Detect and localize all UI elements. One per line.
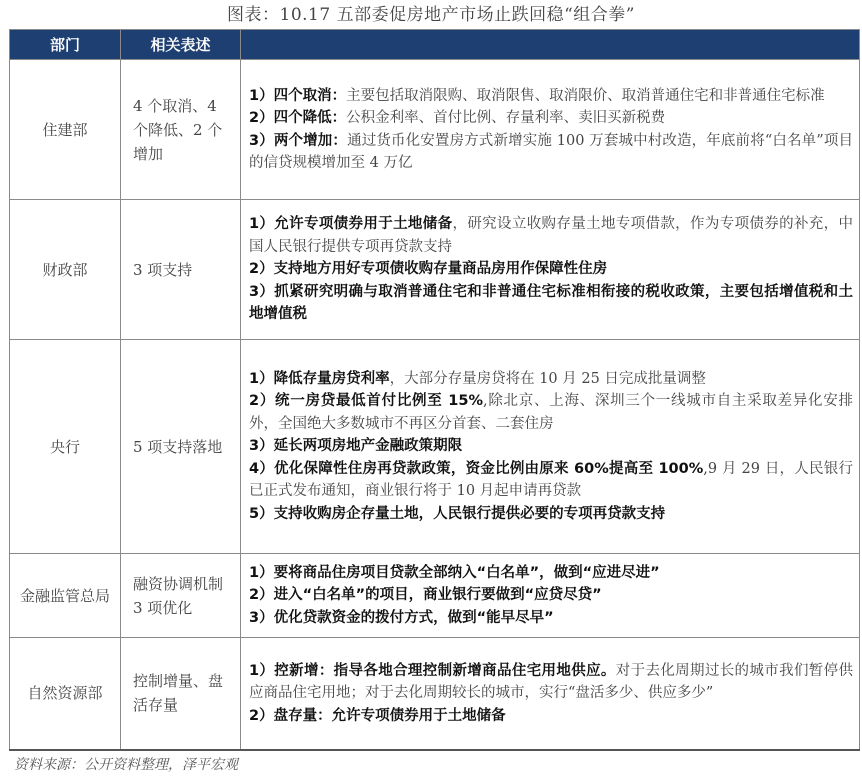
item-text: ，大部分存量房贷将在 10 月 25 日完成批量调整	[389, 370, 706, 387]
summary-cell: 融资协调机制 3 项优化	[121, 554, 241, 638]
detail-item	[249, 85, 853, 108]
dept-cell: 央行	[10, 340, 121, 554]
item-text: ,9 月 29 日，人民银行已正式发布通知，商业银行将于 10 月起申请再贷款	[249, 460, 853, 500]
detail-item	[249, 390, 853, 435]
detail-cell	[241, 554, 860, 638]
item-bold: 2）盘存量：允许专项债券用于土地储备	[249, 707, 506, 724]
item-bold: 3）抓紧研究明确与取消普通住宅和非普通住宅标准相衔接的税收政策，主要包括增值税和土地增值税	[249, 283, 853, 323]
detail-cell	[241, 60, 860, 200]
detail-cell	[241, 200, 860, 340]
detail-item	[249, 130, 853, 175]
dept-cell: 金融监管总局	[10, 554, 121, 638]
detail-item	[249, 660, 853, 705]
detail-item	[249, 607, 853, 630]
table-header-row	[10, 30, 860, 60]
detail-item	[249, 107, 853, 130]
detail-cell	[241, 340, 860, 554]
item-text: 主要包括取消限购、取消限售、取消限价、取消普通住宅和非普通住宅标准	[346, 87, 825, 104]
summary-cell: 3 项支持	[121, 200, 241, 340]
item-bold: 2）进入“白名单”的项目，商业银行要做到“应贷尽贷”	[249, 587, 602, 604]
detail-item	[249, 368, 853, 391]
item-bold: 1）允许专项债券用于土地储备	[249, 216, 453, 233]
detail-item	[249, 435, 853, 458]
table-row	[10, 554, 860, 638]
table-row	[10, 340, 860, 554]
item-bold: 2）统一房贷最低首付比例至 15%	[249, 393, 483, 410]
header-dept: 部门	[10, 30, 121, 60]
table-row	[10, 200, 860, 340]
item-bold: 3）两个增加：	[249, 132, 348, 149]
detail-item	[249, 258, 853, 281]
dept-cell: 财政部	[10, 200, 121, 340]
detail-item	[249, 705, 853, 728]
detail-cell	[241, 638, 860, 750]
item-bold: 3）优化贷款资金的拨付方式，做到“能早尽早”	[249, 609, 554, 626]
figure-title: 图表：10.17 五部委促房地产市场止跌回稳“组合拳”	[227, 5, 635, 25]
item-bold: 1）要将商品住房项目贷款全部纳入“白名单”，做到“应进尽进”	[249, 564, 660, 581]
item-text: 通过货币化安置房方式新增实施 100 万套城中村改造，年底前将“白名单”项目的信贷规模增加至 4 万亿	[249, 132, 853, 171]
header-summary: 相关表述	[121, 30, 241, 60]
detail-item	[249, 584, 853, 607]
item-bold: 5）支持收购房企存量土地，人民银行提供必要的专项再贷款支持	[249, 505, 666, 522]
item-bold: 1）控新增：指导各地合理控制新增商品住宅用地供应。	[249, 662, 616, 679]
item-bold: 1）四个取消：	[249, 87, 347, 104]
summary-cell: 控制增量、盘活存量	[121, 638, 241, 750]
item-bold: 3）延长两项房地产金融政策期限	[249, 438, 463, 455]
item-text: ,除北京、上海、深圳三个一线城市自主采取差异化安排外，全国绝大多数城市不再区分首套、二套住房	[249, 393, 854, 432]
item-bold: 4）优化保障性住房再贷款政策，资金比例由原来 60%提高至 100%	[249, 460, 704, 477]
summary-cell: 4 个取消、4 个降低、2 个增加	[121, 60, 241, 200]
dept-cell: 自然资源部	[10, 638, 121, 750]
policy-table	[9, 29, 860, 751]
detail-item	[249, 458, 853, 503]
table-row	[10, 60, 860, 200]
item-bold: 2）支持地方用好专项债收购存量商品房用作保障性住房	[249, 261, 608, 278]
item-text: 对于去化周期过长的城市我们暂停供应商品住宅用地；对于去化周期较长的城市，实行“盘活多少、供应多少”	[249, 662, 853, 701]
summary-cell: 5 项支持落地	[121, 340, 241, 554]
detail-item	[249, 213, 853, 258]
table-row	[10, 638, 860, 750]
dept-cell: 住建部	[10, 60, 121, 200]
detail-item	[249, 562, 853, 585]
detail-item	[249, 503, 853, 526]
detail-item	[249, 281, 853, 326]
source-note: 资料来源：公开资料整理，泽平宏观	[14, 757, 238, 773]
item-text: 公积金利率、首付比例、存量利率、卖旧买新税费	[346, 110, 666, 126]
item-bold: 1）降低存量房贷利率	[249, 370, 390, 387]
item-bold: 2）四个降低：	[249, 110, 347, 126]
item-text: ，研究设立收购存量土地专项借款，作为专项债券的补充，中国人民银行提供专项再贷款支持	[249, 216, 854, 255]
header-detail	[241, 30, 860, 60]
